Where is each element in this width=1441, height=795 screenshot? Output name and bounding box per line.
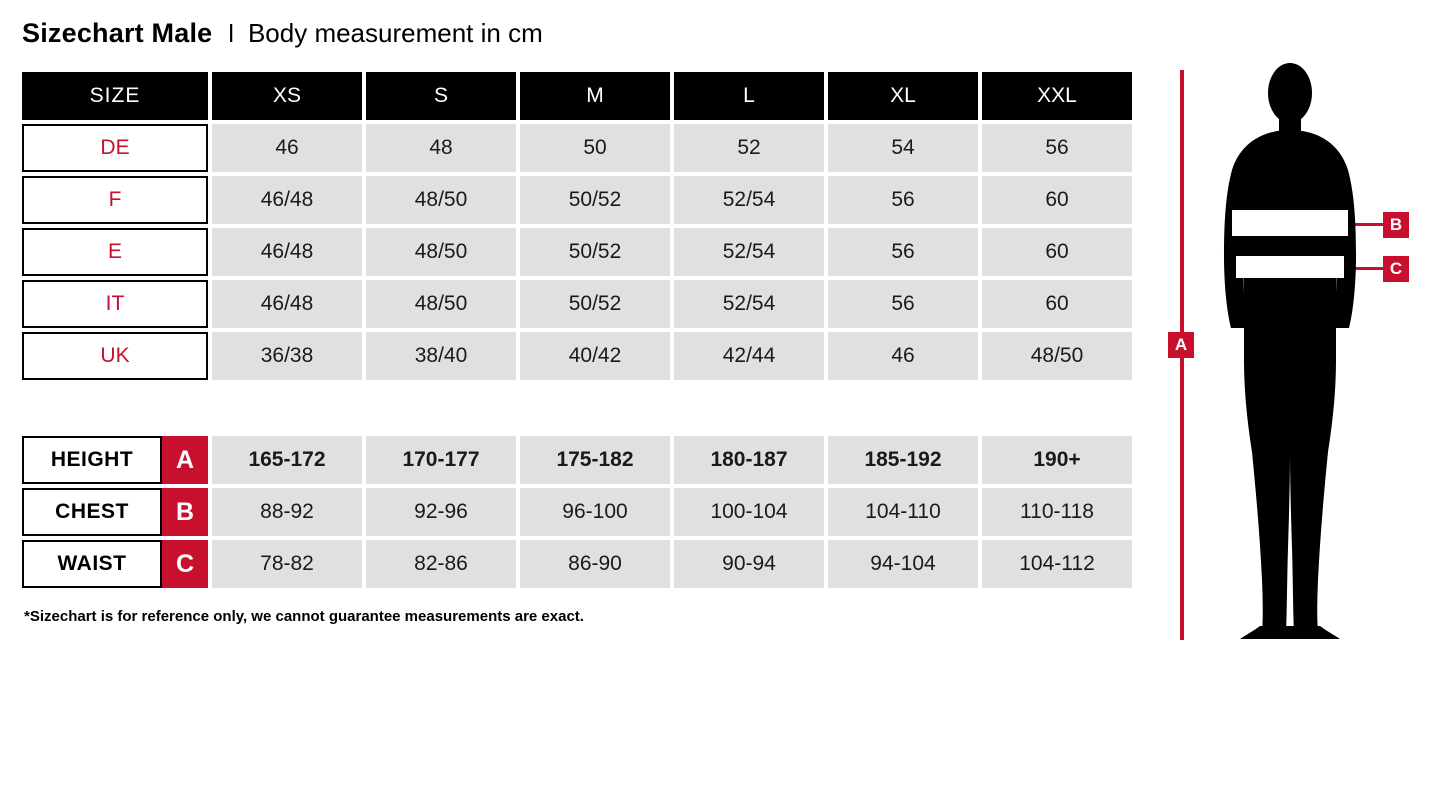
table-row: [22, 332, 1132, 380]
table-header-row: [22, 72, 1132, 120]
title-main-text: Sizechart Male: [22, 18, 213, 48]
cell-waist-m: 86-90: [520, 540, 670, 588]
cell-chest-m: 96-100: [520, 488, 670, 536]
cell-chest-xl: 104-110: [828, 488, 978, 536]
cell-it-l: 52/54: [674, 280, 824, 328]
cell-uk-l: 42/44: [674, 332, 824, 380]
country-label-it: IT: [22, 280, 208, 328]
marker-c-badge: C: [1383, 256, 1409, 282]
measurement-label-height: [22, 436, 208, 484]
measurement-name-waist: WAIST: [22, 540, 162, 588]
cell-chest-l: 100-104: [674, 488, 824, 536]
cell-e-m: 50/52: [520, 228, 670, 276]
cell-de-xl: 54: [828, 124, 978, 172]
cell-e-xs: 46/48: [212, 228, 362, 276]
cell-chest-s: 92-96: [366, 488, 516, 536]
cell-f-xxl: 60: [982, 176, 1132, 224]
sizechart-table: [18, 68, 1136, 592]
cell-chest-xs: 88-92: [212, 488, 362, 536]
body-figure: [1160, 60, 1440, 640]
cell-uk-m: 40/42: [520, 332, 670, 380]
cell-uk-xxl: 48/50: [982, 332, 1132, 380]
cell-f-xs: 46/48: [212, 176, 362, 224]
cell-uk-xl: 46: [828, 332, 978, 380]
table-row: [22, 228, 1132, 276]
header-size-s: S: [366, 72, 516, 120]
measurement-letter-a: A: [162, 436, 208, 484]
marker-a-badge: A: [1168, 332, 1194, 358]
cell-height-s: 170-177: [366, 436, 516, 484]
cell-f-m: 50/52: [520, 176, 670, 224]
cell-uk-s: 38/40: [366, 332, 516, 380]
cell-waist-xxl: 104-112: [982, 540, 1132, 588]
cell-waist-xl: 94-104: [828, 540, 978, 588]
measurement-label-waist: [22, 540, 208, 588]
header-size-l: L: [674, 72, 824, 120]
male-body-silhouette-icon: [1200, 60, 1380, 640]
header-size-xxl: XXL: [982, 72, 1132, 120]
cell-e-xl: 56: [828, 228, 978, 276]
cell-it-xs: 46/48: [212, 280, 362, 328]
cell-waist-s: 82-86: [366, 540, 516, 588]
page-title: [22, 18, 543, 49]
title-separator: l: [228, 20, 234, 48]
cell-de-l: 52: [674, 124, 824, 172]
cell-it-m: 50/52: [520, 280, 670, 328]
cell-de-m: 50: [520, 124, 670, 172]
footnote-text: *Sizechart is for reference only, we cannot guarantee measurements are exact.: [24, 608, 584, 625]
measurement-letter-b: B: [162, 488, 208, 536]
table-row: [22, 436, 1132, 484]
cell-e-s: 48/50: [366, 228, 516, 276]
header-size-label: SIZE: [22, 72, 208, 120]
cell-it-s: 48/50: [366, 280, 516, 328]
measurement-name-height: HEIGHT: [22, 436, 162, 484]
cell-chest-xxl: 110-118: [982, 488, 1132, 536]
table-section-spacer: [22, 384, 1132, 432]
table-row: [22, 176, 1132, 224]
country-label-e: E: [22, 228, 208, 276]
measurement-label-chest: [22, 488, 208, 536]
cell-height-l: 180-187: [674, 436, 824, 484]
cell-height-xl: 185-192: [828, 436, 978, 484]
marker-b-badge: B: [1383, 212, 1409, 238]
header-size-xs: XS: [212, 72, 362, 120]
cell-waist-xs: 78-82: [212, 540, 362, 588]
cell-e-xxl: 60: [982, 228, 1132, 276]
measurement-letter-c: C: [162, 540, 208, 588]
title-subtitle-text: Body measurement in cm: [247, 18, 543, 48]
cell-uk-xs: 36/38: [212, 332, 362, 380]
country-label-f: F: [22, 176, 208, 224]
header-size-xl: XL: [828, 72, 978, 120]
country-label-uk: UK: [22, 332, 208, 380]
cell-de-xs: 46: [212, 124, 362, 172]
cell-de-xxl: 56: [982, 124, 1132, 172]
country-label-de: DE: [22, 124, 208, 172]
cell-de-s: 48: [366, 124, 516, 172]
cell-height-m: 175-182: [520, 436, 670, 484]
header-size-m: M: [520, 72, 670, 120]
cell-it-xxl: 60: [982, 280, 1132, 328]
table-row: [22, 124, 1132, 172]
spacer-cell: [22, 384, 1132, 432]
sizechart-table-wrapper: [22, 72, 1132, 588]
cell-height-xs: 165-172: [212, 436, 362, 484]
measurement-name-chest: CHEST: [22, 488, 162, 536]
table-row: [22, 280, 1132, 328]
cell-e-l: 52/54: [674, 228, 824, 276]
cell-f-l: 52/54: [674, 176, 824, 224]
cell-f-xl: 56: [828, 176, 978, 224]
cell-height-xxl: 190+: [982, 436, 1132, 484]
cell-waist-l: 90-94: [674, 540, 824, 588]
cell-f-s: 48/50: [366, 176, 516, 224]
cell-it-xl: 56: [828, 280, 978, 328]
table-row: [22, 488, 1132, 536]
table-row: [22, 540, 1132, 588]
